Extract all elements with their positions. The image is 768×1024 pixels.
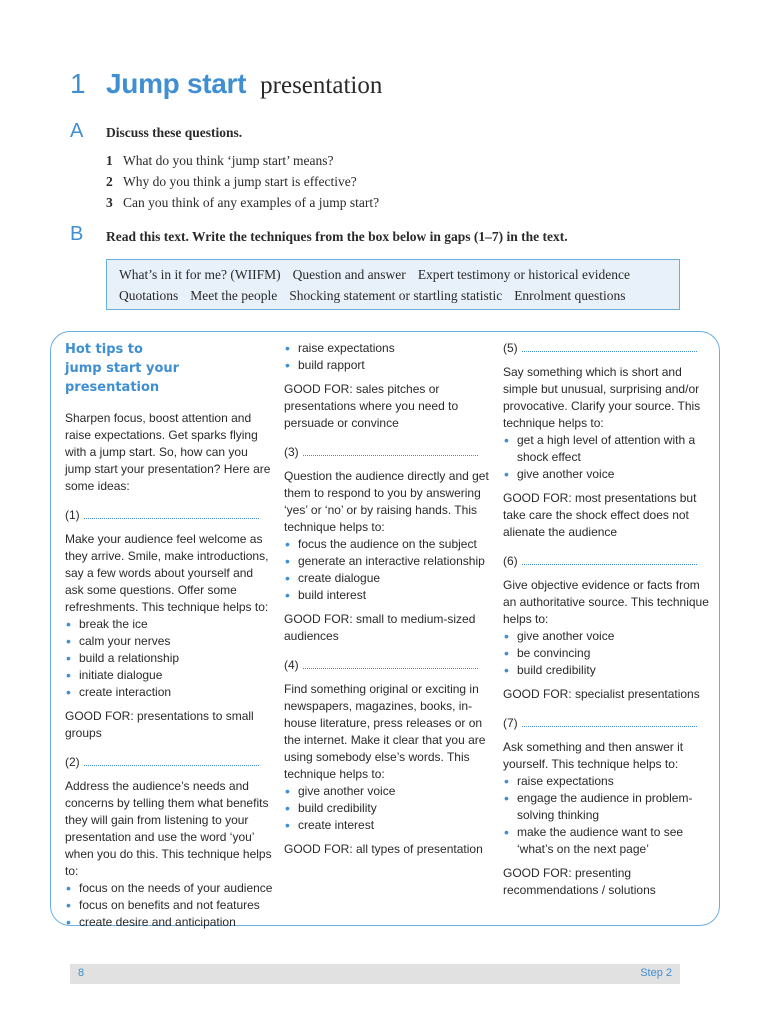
page-number: 8 [78, 967, 85, 979]
gap-3-good-for: GOOD FOR: small to medium-sized audiences [284, 612, 476, 643]
gap-5-bullets [503, 432, 713, 483]
question-item [106, 150, 379, 171]
gap-2-bullets [65, 880, 275, 931]
technique-item: Shocking statement or startling statistic [289, 288, 503, 303]
question-text: What do you think ‘jump start’ means? [123, 153, 334, 168]
panel-column-2 [284, 340, 494, 865]
list-item: • give another voice [503, 628, 713, 645]
gap-1-good-for: GOOD FOR: presentations to small groups [65, 709, 254, 740]
list-item: • create interaction [65, 684, 275, 701]
gap-1-bullets [65, 616, 275, 701]
panel-title-line: Hot tips to [65, 342, 143, 357]
gap-3-bullets [284, 536, 494, 604]
section-a-letter: A [70, 120, 84, 142]
question-text: Can you think of any examples of a jump start? [123, 195, 380, 210]
answer-blank[interactable] [522, 341, 697, 352]
list-item: • build interest [284, 587, 494, 604]
panel-column-3 [503, 340, 713, 906]
list-item: • build credibility [284, 800, 494, 817]
question-number: 2 [106, 174, 113, 189]
answer-blank[interactable] [303, 445, 478, 456]
gap-label: (6) [503, 554, 518, 568]
answer-blank[interactable] [522, 554, 697, 565]
question-item [106, 192, 379, 213]
gap-2-bullets-continued [284, 340, 494, 374]
list-item: • create dialogue [284, 570, 494, 587]
list-item: • break the ice [65, 616, 275, 633]
gap-5-text: Say something which is short and simple but unusual, surprising and/or provocative. Clarify your source. This technique helps to: [503, 365, 701, 430]
list-item: • generate an interactive relationship [284, 553, 494, 570]
panel-column-1 [65, 340, 275, 938]
panel-title-line: jump start your [65, 361, 180, 376]
gap-7-good-for: GOOD FOR: presenting recommendations / solutions [503, 866, 656, 897]
technique-item: Meet the people [190, 288, 278, 303]
list-item: • build rapport [284, 357, 494, 374]
gap-2-good-for: GOOD FOR: sales pitches or presentations where you need to persuade or convince [284, 382, 459, 430]
list-item: • create interest [284, 817, 494, 834]
gap-2-text: Address the audience’s needs and concerns by telling them what benefits they will gain from listening to your presentation and use the word ‘you’ when you do this. This technique helps to: [65, 779, 272, 878]
list-item: • initiate dialogue [65, 667, 275, 684]
answer-blank[interactable] [522, 716, 697, 727]
gap-4-good-for: GOOD FOR: all types of presentation [284, 842, 483, 856]
gap-7-text: Ask something and then answer it yourself. This technique helps to: [503, 740, 684, 771]
list-item: • give another voice [284, 783, 494, 800]
unit-number: 1 [70, 68, 86, 99]
gap-7 [503, 715, 713, 732]
gap-1-text: Make your audience feel welcome as they arrive. Smile, make introductions, say a few words about yourself and ask some questions. Offer some refreshments. This technique helps to: [65, 532, 269, 614]
list-item: • focus on benefits and not features [65, 897, 275, 914]
technique-item: Enrolment questions [514, 288, 626, 303]
step-label: Step 2 [640, 967, 672, 979]
list-item: • focus on the needs of your audience [65, 880, 275, 897]
gap-label: (5) [503, 341, 518, 355]
gap-6-bullets [503, 628, 713, 679]
answer-blank[interactable] [84, 508, 259, 519]
panel-intro: Sharpen focus, boost attention and raise expectations. Get sparks flying with a jump start. So, how can you jump start your presentation? Here are some ideas: [65, 411, 271, 493]
panel-title-line: presentation [65, 380, 160, 395]
footer-bar [70, 964, 680, 984]
gap-label: (2) [65, 755, 80, 769]
list-item: • give another voice [503, 466, 713, 483]
question-item [106, 171, 379, 192]
gap-3-text: Question the audience directly and get them to respond to you by answering ‘yes’ or ‘no’ or by raising hands. This technique helps to: [284, 469, 489, 534]
technique-item: What’s in it for me? (WIIFM) [119, 267, 281, 282]
panel-title [65, 340, 275, 397]
gap-5-good-for: GOOD FOR: most presentations but take care the shock effect does not alienate the audience [503, 491, 697, 539]
gap-6-good-for: GOOD FOR: specialist presentations [503, 687, 700, 701]
answer-blank[interactable] [84, 755, 259, 766]
section-b-letter: B [70, 223, 84, 245]
question-text: Why do you think a jump start is effective? [123, 174, 357, 189]
list-item: • focus the audience on the subject [284, 536, 494, 553]
gap-4-text: Find something original or exciting in newspapers, magazines, books, in-house literature, press releases or on the internet. Make it clear that you are using somebody else’s words. This technique helps to: [284, 682, 486, 781]
list-item: • build a relationship [65, 650, 275, 667]
unit-header [70, 68, 382, 100]
question-number: 1 [106, 153, 113, 168]
answer-blank[interactable] [303, 658, 478, 669]
technique-box [106, 259, 680, 310]
list-item: • be convincing [503, 645, 713, 662]
gap-6-text: Give objective evidence or facts from an authoritative source. This technique helps to: [503, 578, 709, 626]
technique-item: Quotations [119, 288, 179, 303]
unit-title: Jump start [106, 68, 247, 99]
gap-4-bullets [284, 783, 494, 834]
list-item: • make the audience want to see ‘what’s on the next page’ [503, 824, 713, 858]
section-a-instruction: Discuss these questions. [106, 125, 243, 140]
list-item: • get a high level of attention with a shock effect [503, 432, 713, 466]
gap-1 [65, 507, 275, 524]
list-item: • create desire and anticipation [65, 914, 275, 931]
gap-label: (4) [284, 658, 299, 672]
gap-label: (7) [503, 716, 518, 730]
technique-item: Expert testimony or historical evidence [417, 267, 630, 282]
list-item: • engage the audience in problem-solving thinking [503, 790, 713, 824]
gap-label: (1) [65, 508, 80, 522]
technique-item: Question and answer [292, 267, 406, 282]
unit-subtitle: presentation [260, 72, 383, 99]
list-item: • raise expectations [284, 340, 494, 357]
technique-row [119, 264, 679, 285]
gap-2 [65, 754, 275, 771]
gap-6 [503, 553, 713, 570]
gap-5 [503, 340, 713, 357]
gap-4 [284, 657, 494, 674]
question-number: 3 [106, 195, 113, 210]
gap-3 [284, 444, 494, 461]
list-item: • calm your nerves [65, 633, 275, 650]
section-b-instruction: Read this text. Write the techniques from the box below in gaps (1–7) in the text. [106, 229, 568, 244]
technique-row [119, 285, 679, 306]
gap-7-bullets [503, 773, 713, 858]
gap-label: (3) [284, 445, 299, 459]
list-item: • raise expectations [503, 773, 713, 790]
list-item: • build credibility [503, 662, 713, 679]
question-list [106, 150, 379, 213]
